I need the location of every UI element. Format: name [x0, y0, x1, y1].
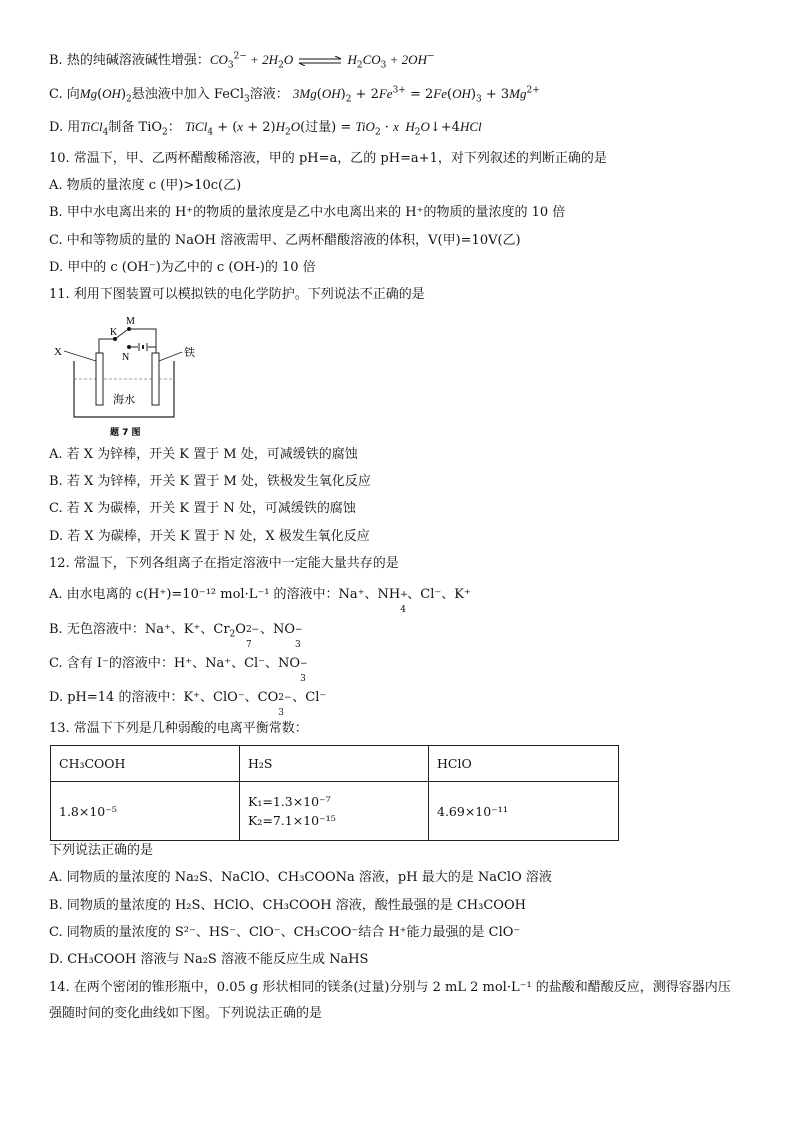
- q10-option-a: A. 物质的量浓度 c (甲)>10c(乙): [49, 178, 242, 193]
- label-m: M: [126, 316, 135, 327]
- q13-option-d: D. CH₃COOH 溶液与 Na₂S 溶液不能反应生成 NaHS: [49, 952, 369, 967]
- label-x: X: [54, 346, 62, 358]
- q11-stem: 11. 利用下图装置可以模拟铁的电化学防护。下列说法不正确的是: [49, 287, 425, 302]
- q13-option-a: A. 同物质的量浓度的 Na₂S、NaClO、CH₃COONa 溶液，pH 最大的是 NaClO 溶液: [49, 870, 552, 885]
- q9d-guoliang: (过量): [300, 120, 337, 135]
- q13-option-b: B. 同物质的量浓度的 H₂S、HClO、CH₃COOH 溶液，酸性最强的是 CH₃COOH: [49, 898, 526, 913]
- q9b-prefix: B. 热的纯碱溶液碱性增强：: [49, 53, 210, 68]
- table-cell-h2s: K₁=1.3×10⁻⁷ K₂=7.1×10⁻¹⁵: [240, 782, 429, 841]
- q10-option-d: D. 甲中的 c (OH⁻)为乙中的 c (OH-)的 10 倍: [49, 260, 316, 275]
- q13-stem: 13. 常温下下列是几种弱酸的电离平衡常数：: [49, 721, 308, 736]
- q12-option-b: B. 无色溶液中：Na⁺、K⁺、$Cr_2O$ 2− 7 、NO − 3: [49, 622, 303, 650]
- table-cell-acetic: 1.8×10⁻⁵: [51, 782, 240, 841]
- q14-stem-line1: 14. 在两个密闭的锥形瓶中，0.05 g 形状相同的镁条(过量)分别与 2 mL 2 mol·L⁻¹ 的盐酸和醋酸反应，测得容器内压: [49, 980, 731, 995]
- label-seawater: 海水: [113, 393, 135, 406]
- table-cell-hclo: 4.69×10⁻¹¹: [429, 782, 619, 841]
- q12-option-c: C. 含有 I⁻的溶液中：H⁺、Na⁺、Cl⁻、NO − 3: [49, 656, 308, 684]
- table-header-acetic: CH₃COOH: [51, 746, 240, 782]
- q11-option-d: D. 若 X 为碳棒，开关 K 置于 N 处，X 极发生氧化反应: [49, 529, 370, 544]
- q14-stem-line2: 强随时间的变化曲线如下图。下列说法正确的是: [49, 1006, 323, 1021]
- label-k: K: [110, 327, 118, 338]
- q13-after-table: 下列说法正确的是: [49, 843, 154, 858]
- wire-m: [129, 329, 156, 353]
- table-header-hclo: HClO: [429, 746, 619, 782]
- iron-electrode: [152, 353, 159, 405]
- x-leader: [64, 351, 96, 361]
- q10-option-c: C. 中和等物质的量的 NaOH 溶液需甲、乙两杯醋酸溶液的体积，V(甲)=10V(乙): [49, 233, 521, 248]
- q12-stem: 12. 常温下，下列各组离子在指定溶液中一定能大量共存的是: [49, 556, 399, 571]
- q12-option-a: A. 由水电离的 c(H⁺)=10⁻¹² mol·L⁻¹ 的溶液中：Na⁺、NH + 4 、Cl⁻、K⁺: [49, 587, 471, 615]
- ionization-constant-table: [50, 745, 619, 841]
- q9d-mid: 制备 TiO: [108, 120, 163, 135]
- electrochemistry-apparatus-diagram: [52, 313, 232, 443]
- equilibrium-arrow-icon: [297, 56, 343, 66]
- q9-option-b: B. 热的纯碱溶液碱性增强：$CO_3^{2-} + 2H_2O$ $H_2CO_3 + 2OH^-$: [49, 51, 435, 71]
- q9c-prefix: C. 向: [49, 87, 80, 102]
- wire-left: [99, 339, 115, 353]
- figure-caption: 题 7 图: [110, 428, 141, 438]
- q10-option-b: B. 甲中水电离出来的 H⁺的物质的量浓度是乙中水电离出来的 H⁺的物质的量浓度的 10 倍: [49, 205, 566, 220]
- label-iron: 铁: [184, 346, 195, 359]
- label-n: N: [122, 352, 130, 363]
- q9-option-d: D. 用TiCl$_4$制备 TiO$_2$： TiCl$_4$ + $(x + 2)H_2O$(过量) = TiO$_2$ · x $H_2O↓+4HCl$: [49, 119, 482, 138]
- q10-stem: 10. 常温下，甲、乙两杯醋酸稀溶液，甲的 pH=a，乙的 pH=a+1，对下列叙述的判断正确的是: [49, 151, 607, 166]
- q13-option-c: C. 同物质的量浓度的 S²⁻、HS⁻、ClO⁻、CH₃COO⁻结合 H⁺能力最强的是 ClO⁻: [49, 925, 521, 940]
- q9d-tail: ：: [167, 120, 181, 135]
- q9c-mid: 悬浊液中加入 FeCl: [131, 87, 245, 102]
- x-electrode: [96, 353, 103, 405]
- q9-option-c: C. 向$Mg(OH)_2$悬浊液中加入 FeCl$_3$溶液： $3Mg(OH)_2 + 2Fe^{3+} = 2Fe(OH)_3 + 3Mg^{2+}$: [49, 85, 540, 105]
- q11-option-b: B. 若 X 为锌棒，开关 K 置于 M 处，铁极发生氧化反应: [49, 474, 371, 489]
- q9d-prefix: D. 用: [49, 120, 81, 135]
- fe-leader: [159, 352, 182, 361]
- q11-option-a: A. 若 X 为锌棒，开关 K 置于 M 处，可减缓铁的腐蚀: [49, 447, 358, 462]
- table-header-h2s: H₂S: [240, 746, 429, 782]
- q11-option-c: C. 若 X 为碳棒，开关 K 置于 N 处，可减缓铁的腐蚀: [49, 501, 356, 516]
- q12-option-d: D. pH=14 的溶液中：K⁺、ClO⁻、CO 2− 3 、Cl⁻: [49, 690, 327, 718]
- q9c-tail: 溶液：: [249, 87, 289, 102]
